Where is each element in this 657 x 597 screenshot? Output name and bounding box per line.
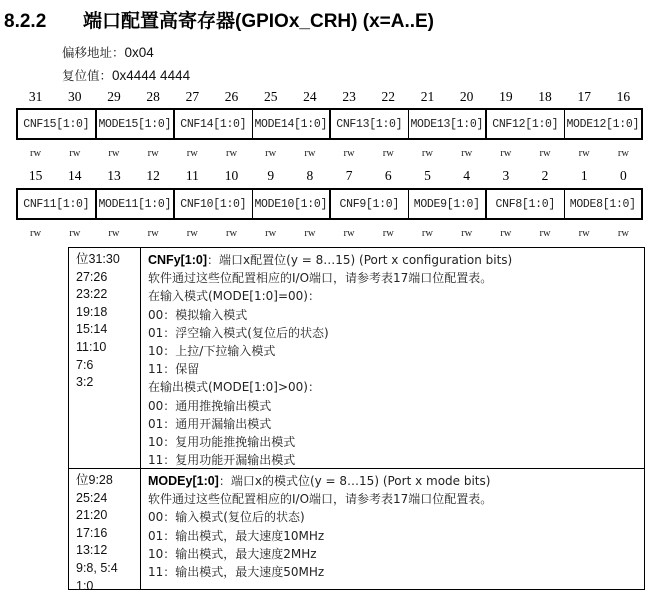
access-type: rw: [108, 228, 120, 239]
register-field: CNF13[1:0]: [331, 110, 409, 138]
desc-line: 00：通用推挽输出模式: [148, 398, 272, 413]
register-field: MODE13[1:0]: [409, 110, 488, 138]
access-type: rw: [147, 228, 159, 239]
bit-range: 19:18: [76, 304, 108, 319]
bit-range: 位9:28: [76, 473, 113, 487]
field-heading: [148, 472, 644, 490]
bit-number: 28: [146, 89, 160, 104]
description-cell: [141, 248, 644, 468]
bit-number: 26: [224, 89, 239, 104]
bit-number: 11: [185, 168, 199, 183]
bit-range: 位31:30: [76, 252, 120, 266]
reset-value: [62, 66, 190, 84]
register-field: MODE12[1:0]: [566, 117, 640, 131]
register-fields-high: [16, 108, 643, 140]
desc-line: 在输出模式(MODE[1:0]>00)：: [148, 380, 320, 395]
bit-range: 9:8, 5:4: [76, 560, 118, 575]
bit-number: 2: [541, 168, 549, 183]
bit-range: 1:0: [76, 578, 94, 593]
access-type: rw: [186, 148, 198, 159]
bit-number: 6: [384, 168, 392, 183]
bit-number: 10: [224, 168, 239, 183]
bit-number: 4: [463, 168, 471, 183]
bit-number: 27: [185, 89, 200, 104]
desc-line: 01：输出模式，最大速度10MHz: [148, 528, 325, 543]
register-field: CNF12[1:0]: [487, 110, 565, 138]
register-field: MODE8[1:0]: [569, 197, 636, 211]
bit-number: 30: [68, 89, 82, 104]
bit-number: 20: [459, 89, 474, 104]
bit-range: 7:6: [76, 357, 94, 372]
bit-number: 0: [620, 168, 627, 183]
desc-line: 11：输出模式，最大速度50MHz: [148, 565, 325, 580]
access-type: rw: [304, 228, 316, 239]
access-type: rw: [500, 148, 512, 159]
bit-number: 15: [28, 168, 43, 183]
desc-line: 软件通过这些位配置相应的I/O端口，请参考表17端口位配置表。: [148, 271, 493, 286]
register-field: MODE15[1:0]: [97, 110, 176, 138]
desc-line: 00：输入模式(复位后的状态): [148, 510, 305, 525]
access-type: rw: [500, 228, 512, 239]
desc-line: 10：输出模式，最大速度2MHz: [148, 546, 317, 561]
bit-number: 17: [577, 89, 591, 104]
register-field: CNF9[1:0]: [331, 190, 409, 218]
bit-number: 22: [381, 89, 396, 104]
description-cell: [141, 469, 644, 589]
register-fields-low: [16, 188, 643, 220]
bit-range: 23:22: [76, 287, 108, 302]
offset-address: [62, 43, 154, 61]
register-field: CNF11[1:0]: [18, 190, 97, 218]
access-type: rw: [225, 148, 238, 159]
desc-line: 00：模拟输入模式: [148, 307, 248, 322]
bit-number: 19: [499, 89, 513, 104]
access-type: rw: [265, 228, 277, 239]
bit-number: 18: [538, 89, 552, 104]
register-field: CNF15[1:0]: [18, 110, 97, 138]
register-field: MODE9[1:0]: [409, 190, 488, 218]
register-field: CNF10[1:0]: [175, 190, 253, 218]
bit-number: 16: [616, 89, 631, 104]
access-types-high: [16, 148, 643, 159]
register-field: CNF14[1:0]: [175, 110, 253, 138]
access-type: rw: [343, 228, 355, 239]
bit-number: 31: [28, 89, 43, 104]
desc-line: 10：上拉/下拉输入模式: [148, 344, 276, 359]
desc-line: 11：保留: [148, 362, 200, 377]
access-type: rw: [461, 148, 473, 159]
access-type: rw: [147, 148, 159, 159]
access-type: rw: [30, 228, 42, 239]
access-type: rw: [30, 148, 42, 159]
offset-value: 0x04: [124, 45, 154, 60]
reset-value-text: 0x4444 4444: [112, 68, 191, 83]
access-type: rw: [69, 148, 81, 159]
reset-label: 复位值：: [62, 68, 113, 83]
access-type: rw: [225, 228, 238, 239]
bit-range: 13:12: [76, 543, 108, 558]
access-type: rw: [382, 148, 394, 159]
access-type: rw: [186, 228, 198, 239]
access-type: rw: [69, 228, 81, 239]
access-type: rw: [304, 148, 316, 159]
desc-line: 01：浮空输入模式(复位后的状态): [148, 325, 329, 340]
desc-line: 软件通过这些位配置相应的I/O端口，请参考表17端口位配置表。: [148, 492, 493, 507]
bit-number: 23: [342, 89, 356, 104]
field-name: CNFy[1:0]: [148, 253, 208, 267]
access-type: rw: [578, 228, 590, 239]
bit-range: 17:16: [76, 525, 108, 540]
offset-label: 偏移地址：: [62, 45, 125, 60]
bit-number: 25: [263, 89, 278, 104]
access-type: rw: [461, 228, 473, 239]
register-field: MODE14[1:0]: [253, 110, 332, 138]
section-title: 端口配置高寄存器(GPIOx_CRH) (x=A..E): [83, 11, 435, 32]
bit-number: 14: [68, 168, 82, 183]
access-type: rw: [108, 148, 120, 159]
access-type: rw: [421, 148, 434, 159]
field-name: MODEy[1:0]: [148, 474, 219, 488]
bit-number: 7: [345, 168, 353, 183]
bit-number: 1: [580, 168, 588, 183]
section-number: 8.2.2: [4, 11, 47, 32]
desc-line: 10：复用功能推挽输出模式: [148, 435, 296, 450]
access-type: rw: [617, 148, 629, 159]
desc-row-cnf: [69, 248, 644, 468]
bit-numbers-low: [16, 168, 643, 184]
field-summary: ：端口x配置位(y = 8…15) (Port x configuration bits): [207, 253, 513, 267]
bit-range: 27:26: [76, 269, 108, 284]
access-type: rw: [421, 228, 434, 239]
bit-number: 5: [424, 168, 431, 183]
bit-range: 21:20: [76, 508, 108, 523]
bit-number: 12: [146, 168, 160, 183]
bit-range: 25:24: [76, 490, 108, 505]
access-type: rw: [617, 228, 629, 239]
register-field: CNF8[1:0]: [487, 190, 565, 218]
bit-number: 21: [420, 89, 435, 104]
bit-number: 29: [107, 89, 121, 104]
access-type: rw: [265, 148, 277, 159]
access-type: rw: [539, 228, 551, 239]
access-type: rw: [382, 228, 394, 239]
field-description-table: [68, 247, 645, 593]
access-type: rw: [343, 148, 355, 159]
register-field: MODE10[1:0]: [253, 190, 332, 218]
bit-number: 24: [303, 89, 317, 104]
bit-number: 3: [502, 168, 510, 183]
register-field: MODE11[1:0]: [97, 190, 176, 218]
access-type: rw: [578, 148, 590, 159]
section-heading: [4, 6, 434, 33]
field-summary: ：端口x的模式位(y = 8…15) (Port x mode bits): [218, 474, 491, 488]
bit-numbers-high: [16, 89, 643, 105]
bit-range: 15:14: [76, 322, 108, 337]
desc-row-mode: [69, 468, 644, 593]
desc-line: 01：通用开漏输出模式: [148, 416, 272, 431]
access-type: rw: [539, 148, 551, 159]
bit-range-cell: [69, 469, 141, 593]
bit-range: 11:10: [76, 339, 107, 354]
bit-range: 3:2: [76, 375, 94, 390]
bit-number: 13: [107, 168, 121, 183]
desc-line: 在输入模式(MODE[1:0]=00)：: [148, 289, 320, 304]
bit-range-cell: [69, 248, 141, 468]
bit-number: 9: [267, 168, 275, 183]
bit-number: 8: [306, 168, 314, 183]
access-types-low: [16, 228, 643, 239]
field-heading: [148, 251, 644, 269]
desc-line: 11：复用功能开漏输出模式: [148, 453, 296, 468]
